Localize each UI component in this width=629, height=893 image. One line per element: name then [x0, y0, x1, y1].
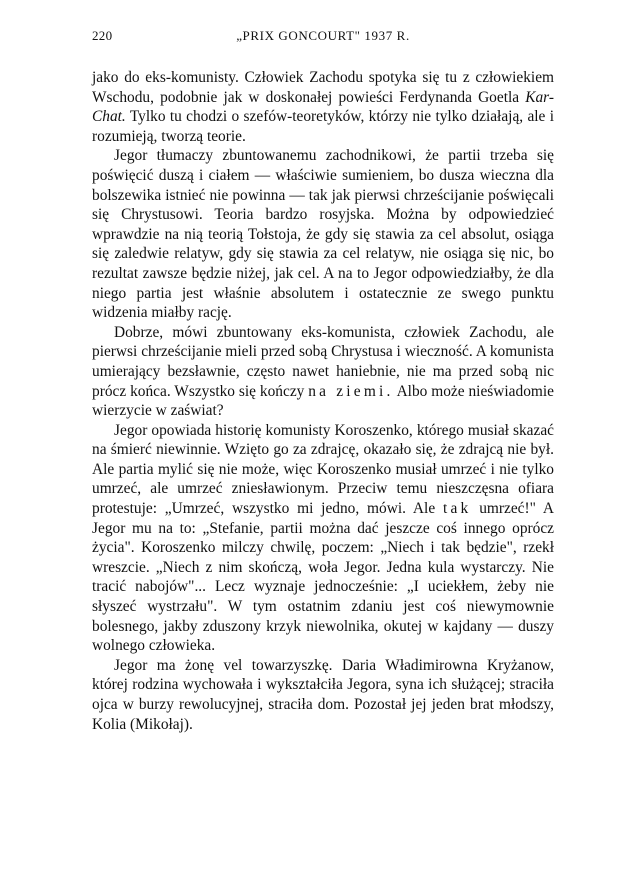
- paragraph-text: jako do eks-komunisty. Człowiek Zachodu spotyka się tu z człowiekiem Wschodu, podobnie jak w doskonałej powieści Ferdynanda Goetla: [92, 69, 554, 106]
- emphasis-tak: tak: [442, 500, 472, 518]
- paragraph-2: Jegor tłumaczy zbuntowanemu zachodnikowi, że partii trzeba się poświęcić duszą i ciałem — właściwie sumieniem, bo dusza wieczna dla bolszewika istnieć nie powinna — tak jak pierwsi chrześcijanie poświęcali się Chrystusowi. Teoria bardzo rosyjska. Można by odpowiedzieć wprawdzie na nią teorią Tołstoja, że gdy się stawia za cel absolut, osiąga się zaledwie relatyw, gdy się stawia za cel relatyw, nie osiąga się nic, bo rezultat zawsze będzie niżej, jak cel. A na to Jegor odpowiedziałby, że dla niego partia jest właśnie absolutem i ostatecznie ze swego punktu widzenia miałby rację.: [92, 147, 554, 322]
- paragraph-1: [92, 68, 554, 146]
- book-page: [92, 28, 554, 734]
- book-title-kar-chat: Kar-Chat.: [92, 88, 554, 126]
- paragraph-4: [92, 421, 554, 656]
- paragraph-text: Dobrze, mówi zbuntowany eks-komunista, człowiek Zachodu, ale pierwsi chrześcijanie mieli przed sobą Chrystusa i wieczność. A komunista umierający bezsławnie, często nawet haniebnie, nie ma przed sobą nic prócz końca. Wszystko się kończy: [92, 323, 554, 400]
- paragraph-text: Tylko tu chodzi o szefów-teoretyków, którzy nie tylko działają, ale i rozumieją, tworzą teorie.: [92, 108, 554, 145]
- paragraph-3: [92, 323, 554, 421]
- paragraph-5: Jegor ma żonę vel towarzyszkę. Daria Władimirowna Kryżanow, której rodzina wychowała i wykształciła Jegora, syna ich służącej; straciła ojca w burzy rewolucyjnej, straciła dom. Pozostał jej jeden brat młodszy, Kolia (Mikołaj).: [92, 656, 554, 733]
- paragraph-text: umrzeć!" A Jegor mu na to: „Stefanie, partii można dać jeszcze coś innego oprócz życia". Koroszenko milczy chwilę, poczem: „Niech i tak będzie", rzekł wreszcie. „Niech z nim skończą, woła Jegor. Jedna kula wystarczy. Nie tracić nabojów"... Lecz wyznaje jednocześnie: „I uciekłem, żeby nie słyszeć wystrzału". W tym ostatnim zdaniu jest coś niewymownie bolesnego, jakby zduszony krzyk niewolnika, okutej w kajdany — duszy wolnego człowieka.: [92, 500, 554, 655]
- page-number: 220: [92, 28, 113, 43]
- paragraph-text: Albo może nieświadomie wierzycie w zaświat?: [92, 382, 554, 420]
- emphasis-na-ziemi: na ziemi.: [308, 382, 394, 400]
- running-head: [92, 28, 554, 50]
- body-text: [92, 68, 554, 734]
- running-title: „PRIX GONCOURT" 1937 R.: [236, 28, 410, 43]
- paragraph-text: Jegor opowiada historię komunisty Koroszenko, którego musiał skazać na śmierć niewinnie. Wzięto go za zdrajcę, okazało się, że zdrajcą nie był. Ale partia mylić się nie może, więc Koroszenko musiał umrzeć i nie tylko umrzeć, ale umrzeć zniesławionym. Przeciw temu nieszczęsna ofiara protestuje: „Umrzeć, wszystko mi jedno, mówi. Ale: [92, 421, 554, 518]
